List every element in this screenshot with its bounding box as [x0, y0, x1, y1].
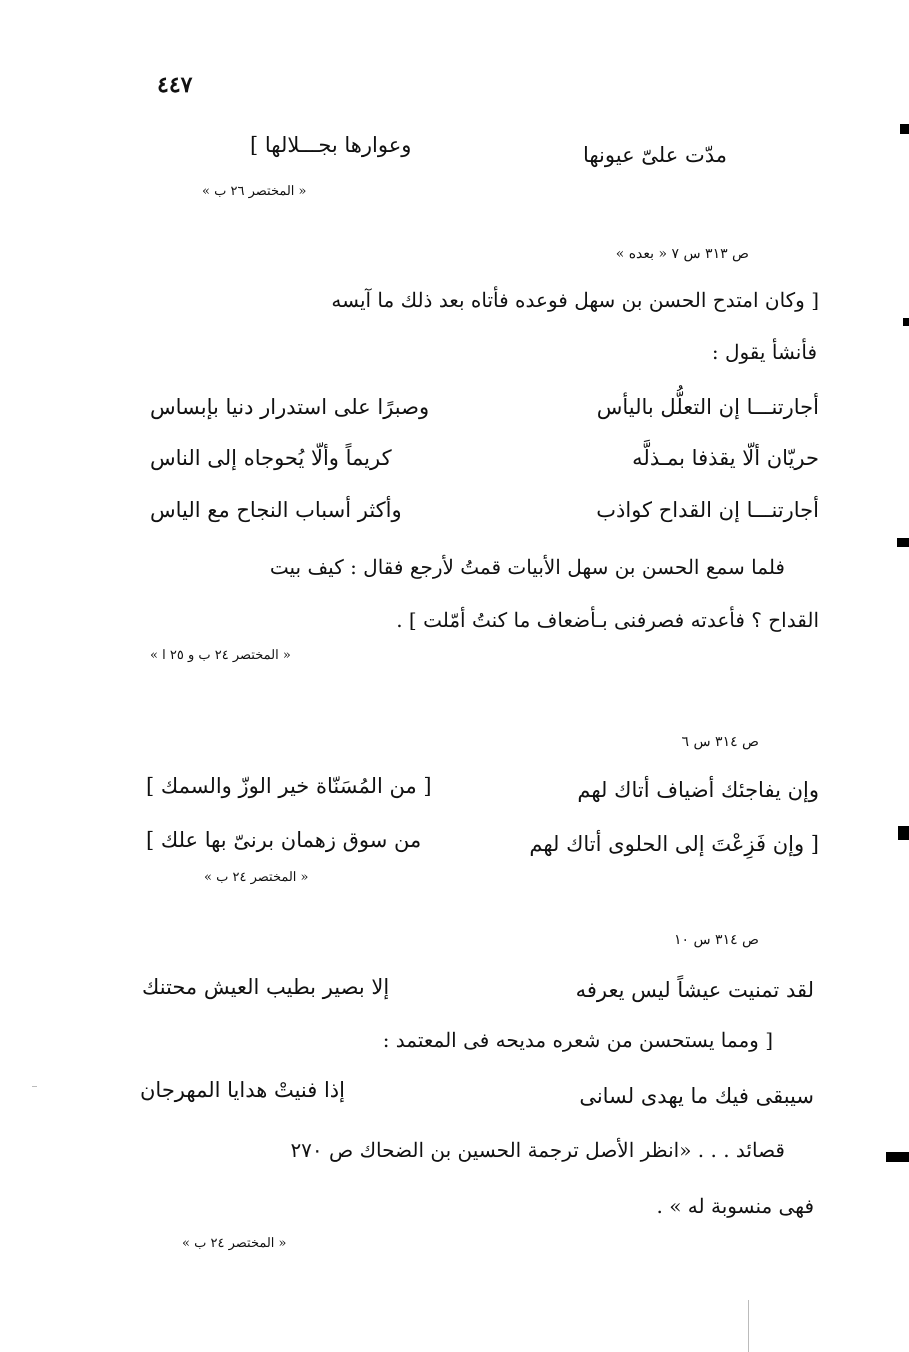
verse-hemistich-left: وصبرًا على استدرار دنيا بإبساس — [150, 395, 430, 419]
source-citation: « المختصر ٢٤ ب و ٢٥ ا » — [150, 648, 291, 663]
scan-edge-mark — [898, 826, 909, 840]
scan-edge-mark — [897, 538, 909, 547]
verse-hemistich-right: [ وإن فَزِعْتَ إلى الحلوى أتاك لهم — [529, 832, 819, 856]
section-reference: ص ٣١٤ س ٦ — [681, 734, 759, 750]
section-reference: ص ٣١٣ س ٧ « بعده » — [615, 246, 749, 262]
verse-hemistich-left: كريماً وألّا يُحوجاه إلى الناس — [150, 446, 392, 470]
prose-line: قصائد . . . «انظر الأصل ترجمة الحسين بن الضحاك ص ٢٧٠ — [290, 1138, 785, 1162]
scan-edge-mark — [748, 1300, 749, 1352]
section-reference: ص ٣١٤ س ١٠ — [674, 932, 759, 948]
verse-hemistich-right: أجارتنـــا إن القداح كواذب — [596, 498, 819, 522]
prose-line: فأنشأ يقول : — [711, 340, 817, 364]
verse-hemistich-right: مدّت علىّ عيونها — [582, 143, 727, 167]
page-number: ٤٤٧ — [157, 72, 193, 98]
verse-hemistich-right: حريّان ألّا يقذفا بمـذلَّه — [632, 446, 819, 470]
verse-hemistich-left: وأكثر أسباب النجاح مع الياس — [150, 498, 402, 522]
scan-edge-mark — [32, 1086, 37, 1087]
verse-hemistich-right: لقد تمنيت عيشاً ليس يعرفه — [575, 978, 814, 1002]
verse-hemistich-right: وإن يفاجئك أضياف أتاك لهم — [577, 778, 819, 802]
verse-hemistich-right: سيبقى فيك ما يهدى لسانى — [579, 1084, 814, 1108]
verse-hemistich-left: إلا بصير بطيب العيش محتنك — [142, 975, 390, 999]
source-citation: « المختصر ٢٦ ب » — [202, 184, 307, 199]
verse-hemistich-left: إذا فنيتْ هدايا المهرجان — [140, 1078, 345, 1102]
prose-line: فلما سمع الحسن بن سهل الأبيات قمتُ لأرجع فقال : كيف بيت — [269, 555, 785, 579]
scan-edge-mark — [903, 318, 909, 326]
scan-edge-mark — [900, 124, 909, 134]
verse-hemistich-left: من سوق زهمان برنىّ بها علك ] — [146, 828, 422, 852]
source-citation: « المختصر ٢٤ ب » — [182, 1236, 287, 1251]
verse-hemistich-right: أجارتنـــا إن التعلُّل باليأس — [596, 395, 819, 419]
verse-hemistich-left: وعوارها بجـــلالها ] — [250, 133, 412, 157]
prose-line: فهى منسوبة له » . — [656, 1194, 814, 1218]
prose-line: [ ومما يستحسن من شعره مديحه فى المعتمد : — [382, 1028, 773, 1052]
prose-line: القداح ؟ فأعدته فصرفنى بـأضعاف ما كنتُ أمّلت ] . — [396, 608, 819, 632]
verse-hemistich-left: [ من المُسَنّاة خير الوزّ والسمك ] — [146, 774, 432, 798]
source-citation: « المختصر ٢٤ ب » — [204, 870, 309, 885]
prose-line: [ وكان امتدح الحسن بن سهل فوعده فأتاه بعد ذلك ما آيسه — [331, 288, 819, 312]
scan-edge-mark — [886, 1152, 909, 1162]
